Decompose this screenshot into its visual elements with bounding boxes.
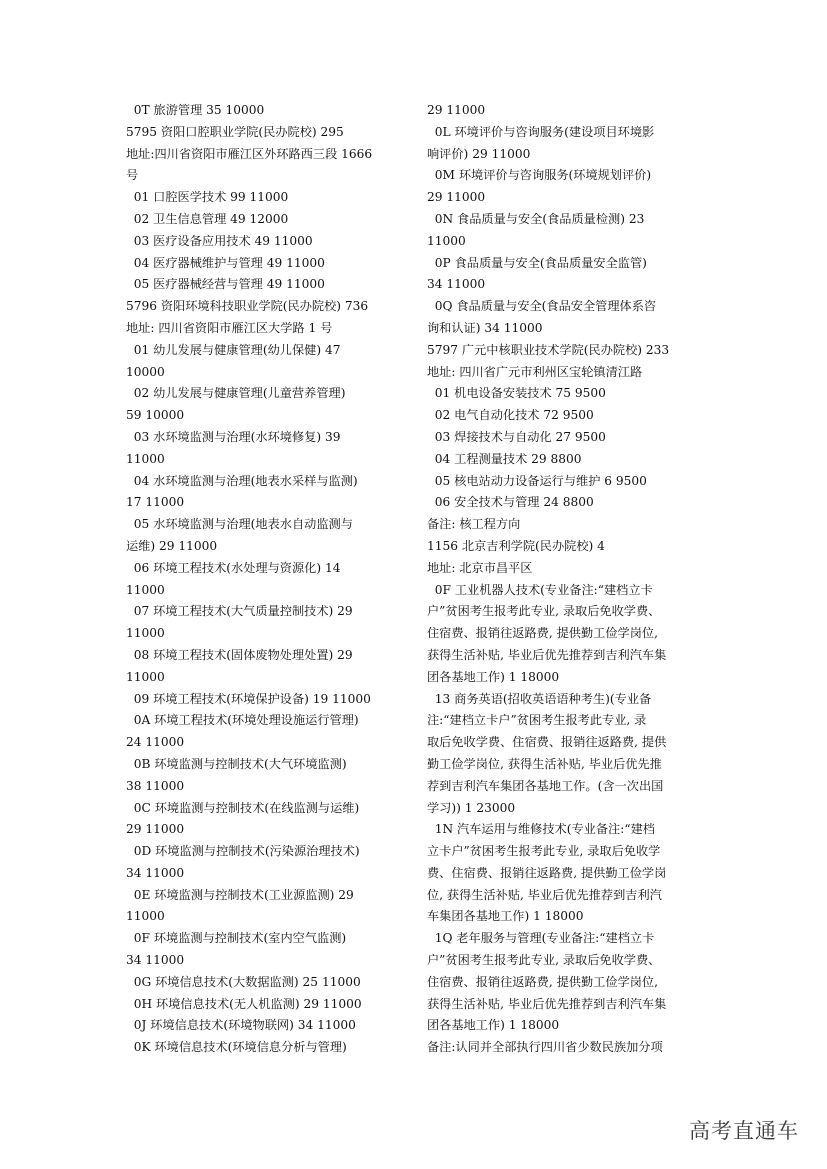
text-line: 0C 环境监测与控制技术(在线监测与运维) xyxy=(126,800,360,815)
text-line: 10000 xyxy=(126,364,165,379)
text-line: 5795 资阳口腔职业学院(民办院校) 295 xyxy=(126,124,344,139)
text-line: 02 幼儿发展与健康管理(儿童营养管理) xyxy=(126,386,346,401)
text-line: 04 工程测量技术 29 8800 xyxy=(427,451,582,466)
text-line: 06 安全技术与管理 24 8800 xyxy=(427,495,594,510)
text-line: 34 11000 xyxy=(126,953,185,968)
text-line: 学习)) 1 23000 xyxy=(427,800,516,815)
text-line: 号 xyxy=(126,168,139,183)
text-line: 04 水环境监测与治理(地表水采样与监测) xyxy=(126,473,358,488)
text-line: 运维) 29 11000 xyxy=(126,538,218,553)
text-line: 备注:认同并全部执行四川省少数民族加分项 xyxy=(427,1040,663,1055)
text-line: 户”贫困考生报考此专业, 录取后免收学费、 xyxy=(427,953,661,968)
text-line: 0Q 食品质量与安全(食品安全管理体系咨 xyxy=(427,299,657,314)
text-line: 38 11000 xyxy=(126,778,185,793)
text-line: 0G 环境信息技术(大数据监测) 25 11000 xyxy=(126,974,361,989)
text-line: 06 环境工程技术(水处理与资源化) 14 xyxy=(126,560,341,575)
text-line: 0E 环境监测与控制技术(工业源监测) 29 xyxy=(126,887,354,902)
text-line: 0T 旅游管理 35 10000 xyxy=(126,103,265,117)
text-line: 车集团各基地工作) 1 18000 xyxy=(427,909,584,924)
text-line: 立卡户”贫困考生报考此专业, 录取后免收学 xyxy=(427,844,661,859)
text-line: 荐到吉利汽车集团各基地工作。(含一次出国 xyxy=(427,778,664,793)
text-line: 13 商务英语(招收英语语种考生)(专业备 xyxy=(427,691,652,706)
text-line: 取后免收学费、住宿费、报销往返路费, 提供 xyxy=(427,735,667,750)
text-line: 29 11000 xyxy=(427,190,486,205)
text-line: 03 水环境监测与治理(水环境修复) 39 xyxy=(126,429,341,444)
text-line: 响评价) 29 11000 xyxy=(427,146,531,161)
text-line: 住宿费、报销往返路费, 提供勤工俭学岗位, xyxy=(427,626,658,641)
text-line: 17 11000 xyxy=(126,495,185,510)
text-line: 5797 广元中核职业技术学院(民办院校) 233 xyxy=(427,342,670,357)
text-line: 01 机电设备安装技术 75 9500 xyxy=(427,386,606,401)
text-line: 34 11000 xyxy=(126,865,185,880)
text-line: 08 环境工程技术(固体废物处理处置) 29 xyxy=(126,647,353,662)
text-line: 03 焊接技术与自动化 27 9500 xyxy=(427,429,606,444)
text-line: 地址: 北京市昌平区 xyxy=(427,560,533,575)
text-line: 0H 环境信息技术(无人机监测) 29 11000 xyxy=(126,996,362,1011)
text-line: 05 医疗器械经营与管理 49 11000 xyxy=(126,277,325,292)
text-line: 03 医疗设备应用技术 49 11000 xyxy=(126,233,313,248)
text-line: 5796 资阳环境科技职业学院(民办院校) 736 xyxy=(126,299,369,314)
text-line: 11000 xyxy=(126,909,165,924)
text-line: 11000 xyxy=(126,582,165,597)
text-line: 团各基地工作) 1 18000 xyxy=(427,669,560,684)
text-line: 05 核电站动力设备运行与维护 6 9500 xyxy=(427,473,647,488)
text-line: 04 医疗器械维护与管理 49 11000 xyxy=(126,255,325,270)
text-line: 位, 获得生活补贴, 毕业后优先推荐到吉利汽 xyxy=(427,887,662,902)
text-line: 团各基地工作) 1 18000 xyxy=(427,1018,560,1033)
text-line: 勤工俭学岗位, 获得生活补贴, 毕业后优先推 xyxy=(427,756,662,771)
text-line: 住宿费、报销往返路费, 提供勤工俭学岗位, xyxy=(427,974,658,989)
text-line: 0N 食品质量与安全(食品质量检测) 23 xyxy=(427,211,645,226)
text-line: 01 幼儿发展与健康管理(幼儿保健) 47 xyxy=(126,342,341,357)
text-line: 0P 食品质量与安全(食品质量安全监管) xyxy=(427,255,647,270)
text-line: 0J 环境信息技术(环境物联网) 34 11000 xyxy=(126,1018,356,1033)
text-line: 0F 环境监测与控制技术(室内空气监测) xyxy=(126,931,347,946)
text-line: 费、住宿费、报销往返路费, 提供勤工俭学岗 xyxy=(427,865,667,880)
text-line: 获得生活补贴, 毕业后优先推荐到吉利汽车集 xyxy=(427,647,667,662)
text-line: 59 10000 xyxy=(126,408,185,423)
text-line: 01 口腔医学技术 99 11000 xyxy=(126,190,289,205)
text-line: 地址:四川省资阳市雁江区外环路西三段 1666 xyxy=(126,146,373,161)
text-line: 1156 北京吉利学院(民办院校) 4 xyxy=(427,538,605,553)
text-line: 29 11000 xyxy=(126,822,185,837)
text-line: 29 11000 xyxy=(427,103,486,117)
text-line: 34 11000 xyxy=(427,277,486,292)
text-line: 备注: 核工程方向 xyxy=(427,517,521,532)
text-line: 11000 xyxy=(126,669,165,684)
text-line: 询和认证) 34 11000 xyxy=(427,320,543,335)
text-line: 24 11000 xyxy=(126,735,185,750)
watermark-logo: 高考直通车 xyxy=(689,1119,799,1143)
text-line: 0K 环境信息技术(环境信息分析与管理) xyxy=(126,1040,347,1055)
text-line: 0M 环境评价与咨询服务(环境规划评价) xyxy=(427,168,652,183)
text-line: 11000 xyxy=(126,626,165,641)
text-line: 0D 环境监测与控制技术(污染源治理技术) xyxy=(126,844,360,859)
text-line: 户”贫困考生报考此专业, 录取后免收学费、 xyxy=(427,604,661,619)
text-line: 0L 环境评价与咨询服务(建设项目环境影 xyxy=(427,124,655,139)
text-line: 地址: 四川省资阳市雁江区大学路 1 号 xyxy=(126,320,333,335)
text-line: 0B 环境监测与控制技术(大气环境监测) xyxy=(126,756,347,771)
left-column xyxy=(126,100,400,1059)
text-line: 09 环境工程技术(环境保护设备) 19 11000 xyxy=(126,691,371,706)
text-line: 0F 工业机器人技术(专业备注:“建档立卡 xyxy=(427,582,653,597)
text-line: 11000 xyxy=(427,233,466,248)
text-line: 1N 汽车运用与维修技术(专业备注:“建档 xyxy=(427,822,655,837)
text-line: 02 电气自动化技术 72 9500 xyxy=(427,408,594,423)
text-line: 07 环境工程技术(大气质量控制技术) 29 xyxy=(126,604,353,619)
text-line: 地址: 四川省广元市利州区宝轮镇清江路 xyxy=(427,364,643,379)
text-line: 1Q 老年服务与管理(专业备注:“建档立卡 xyxy=(427,931,655,946)
text-line: 11000 xyxy=(126,451,165,466)
right-column xyxy=(427,100,703,1059)
text-line: 02 卫生信息管理 49 12000 xyxy=(126,211,289,226)
text-line: 注:“建档立卡户”贫困考生报考此专业, 录 xyxy=(427,713,647,728)
text-line: 获得生活补贴, 毕业后优先推荐到吉利汽车集 xyxy=(427,996,667,1011)
text-line: 05 水环境监测与治理(地表水自动监测与 xyxy=(126,517,353,532)
text-line: 0A 环境工程技术(环境处理设施运行管理) xyxy=(126,713,359,728)
